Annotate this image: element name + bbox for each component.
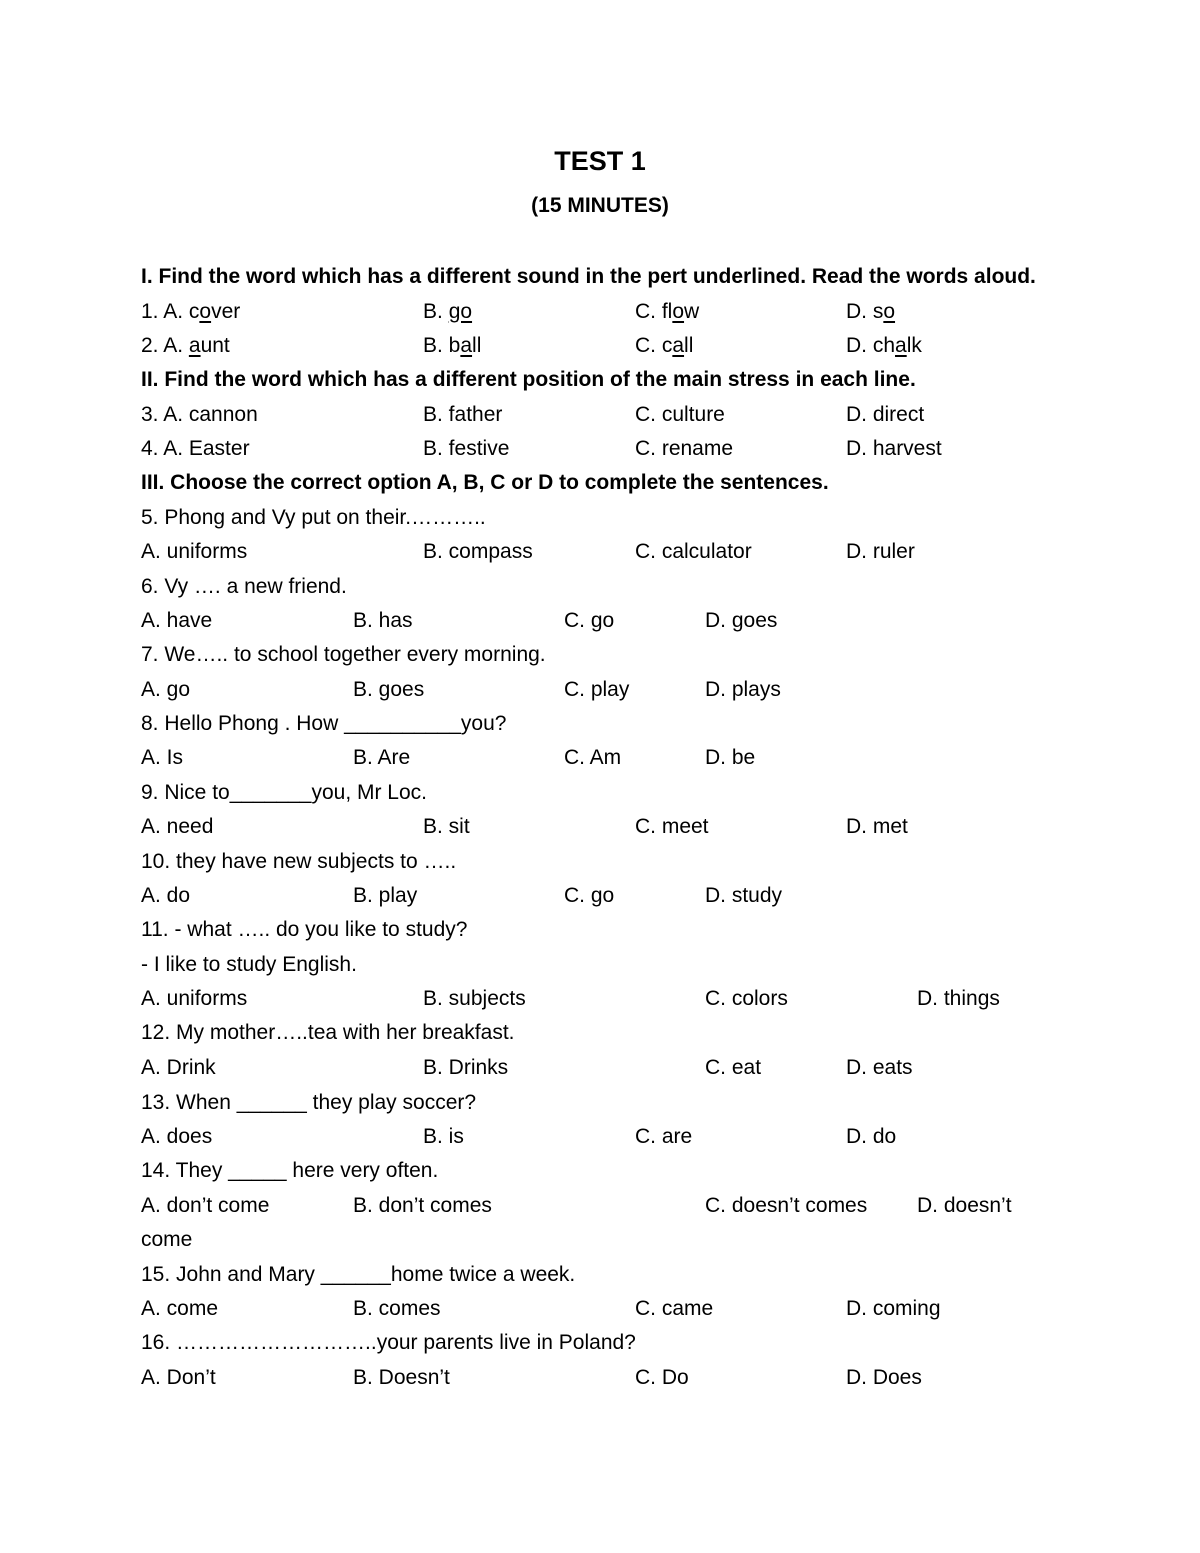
option-b: B. is [423,1125,464,1148]
option-b: B. Are [353,746,411,769]
question-4-options [141,437,1061,467]
question-7-options [141,678,1061,708]
test-duration: (15 MINUTES) [531,194,669,217]
option-c: C. call [635,334,694,357]
option-c: C. go [564,609,615,632]
option-a: A. need [141,815,214,838]
option-c: C. flow [635,300,700,323]
option-b: B. go [423,300,473,323]
option-d: D. harvest [846,437,942,460]
question-13-options [141,1125,1061,1155]
option-c: C. Am [564,746,622,769]
option-d: D. so [846,300,896,323]
option-a: A. come [141,1297,219,1320]
question-14-stem: 14. They _____ here very often. [141,1159,439,1182]
option-d: D. study [705,884,783,907]
option-d: D. eats [846,1056,913,1079]
question-5-options [141,540,1061,570]
question-6-stem: 6. Vy …. a new friend. [141,575,347,598]
option-b: B. has [353,609,413,632]
option-a: A. uniforms [141,987,248,1010]
question-9-stem: 9. Nice to_______you, Mr Loc. [141,781,428,804]
option-b: B. Drinks [423,1056,509,1079]
option-b: B. subjects [423,987,526,1010]
option-a: A. don’t come [141,1194,270,1217]
question-14-option-d-wrap: come [141,1228,193,1251]
option-b: B. don’t comes [353,1194,492,1217]
question-7-stem: 7. We….. to school together every morning. [141,643,546,666]
option-c: C. meet [635,815,709,838]
option-b: B. goes [353,678,425,701]
question-5-stem: 5. Phong and Vy put on their.……….. [141,506,486,529]
option-d: D. direct [846,403,925,426]
option-d: D. be [705,746,756,769]
question-8-stem: 8. Hello Phong . How __________you? [141,712,507,735]
question-1-options [141,300,1061,330]
section-2-heading: II. Find the word which has a different position of the main stress in each line. [141,368,916,391]
question-9-options [141,815,1061,845]
question-16-stem: 16. ………………………..your parents live in Poland? [141,1331,636,1354]
question-10-stem: 10. they have new subjects to ….. [141,850,457,873]
option-d: D. coming [846,1297,941,1320]
option-d: D. do [846,1125,897,1148]
option-d: D. chalk [846,334,922,357]
section-1-heading: I. Find the word which has a different sound in the pert underlined. Read the words aloud. [141,265,1036,288]
option-b: B. compass [423,540,533,563]
option-a: A. uniforms [141,540,248,563]
option-d: D. Does [846,1366,922,1389]
question-13-stem: 13. When ______ they play soccer? [141,1091,477,1114]
option-c: C. are [635,1125,693,1148]
option-a: 3. A. cannon [141,403,258,426]
option-a: A. Is [141,746,184,769]
question-14-options [141,1194,1061,1224]
option-c: C. culture [635,403,725,426]
test-title: TEST 1 [554,146,646,176]
question-11-stem-answer: - I like to study English. [141,953,357,976]
option-a: A. Drink [141,1056,216,1079]
option-b: B. play [353,884,418,907]
option-c: C. calculator [635,540,752,563]
option-b: B. Doesn’t [353,1366,450,1389]
option-c: C. play [564,678,630,701]
option-c: C. colors [705,987,788,1010]
question-10-options [141,884,1061,914]
option-b: B. ball [423,334,482,357]
question-8-options [141,746,1061,776]
question-2-options [141,334,1061,364]
question-15-stem: 15. John and Mary ______home twice a week. [141,1263,576,1286]
question-15-options [141,1297,1061,1327]
question-16-options [141,1366,1061,1396]
option-d: D. plays [705,678,781,701]
question-6-options [141,609,1061,639]
option-a: A. Don’t [141,1366,216,1389]
option-b: B. festive [423,437,510,460]
option-b: B. comes [353,1297,441,1320]
option-a: 2. A. aunt [141,334,230,357]
option-a: 1. A. cover [141,300,241,323]
option-d: D. goes [705,609,778,632]
question-12-stem: 12. My mother…..tea with her breakfast. [141,1021,515,1044]
option-b: B. father [423,403,503,426]
section-3-heading: III. Choose the correct option A, B, C or D to complete the sentences. [141,471,829,494]
question-11-options [141,987,1061,1017]
option-a: 4. A. Easter [141,437,250,460]
option-c: C. came [635,1297,714,1320]
option-c: C. Do [635,1366,689,1389]
question-12-options [141,1056,1061,1086]
option-c: C. eat [705,1056,762,1079]
option-a: A. do [141,884,191,907]
question-11-stem: 11. - what ….. do you like to study? [141,918,468,941]
option-c: C. doesn’t comes [705,1194,868,1217]
option-a: A. have [141,609,213,632]
option-a: A. does [141,1125,213,1148]
option-b: B. sit [423,815,470,838]
question-3-options [141,403,1061,433]
option-d: D. ruler [846,540,915,563]
option-c: C. rename [635,437,734,460]
option-d: D. things [917,987,1000,1010]
option-d: D. doesn’t [917,1194,1012,1217]
option-d: D. met [846,815,908,838]
option-a: A. go [141,678,191,701]
option-c: C. go [564,884,615,907]
